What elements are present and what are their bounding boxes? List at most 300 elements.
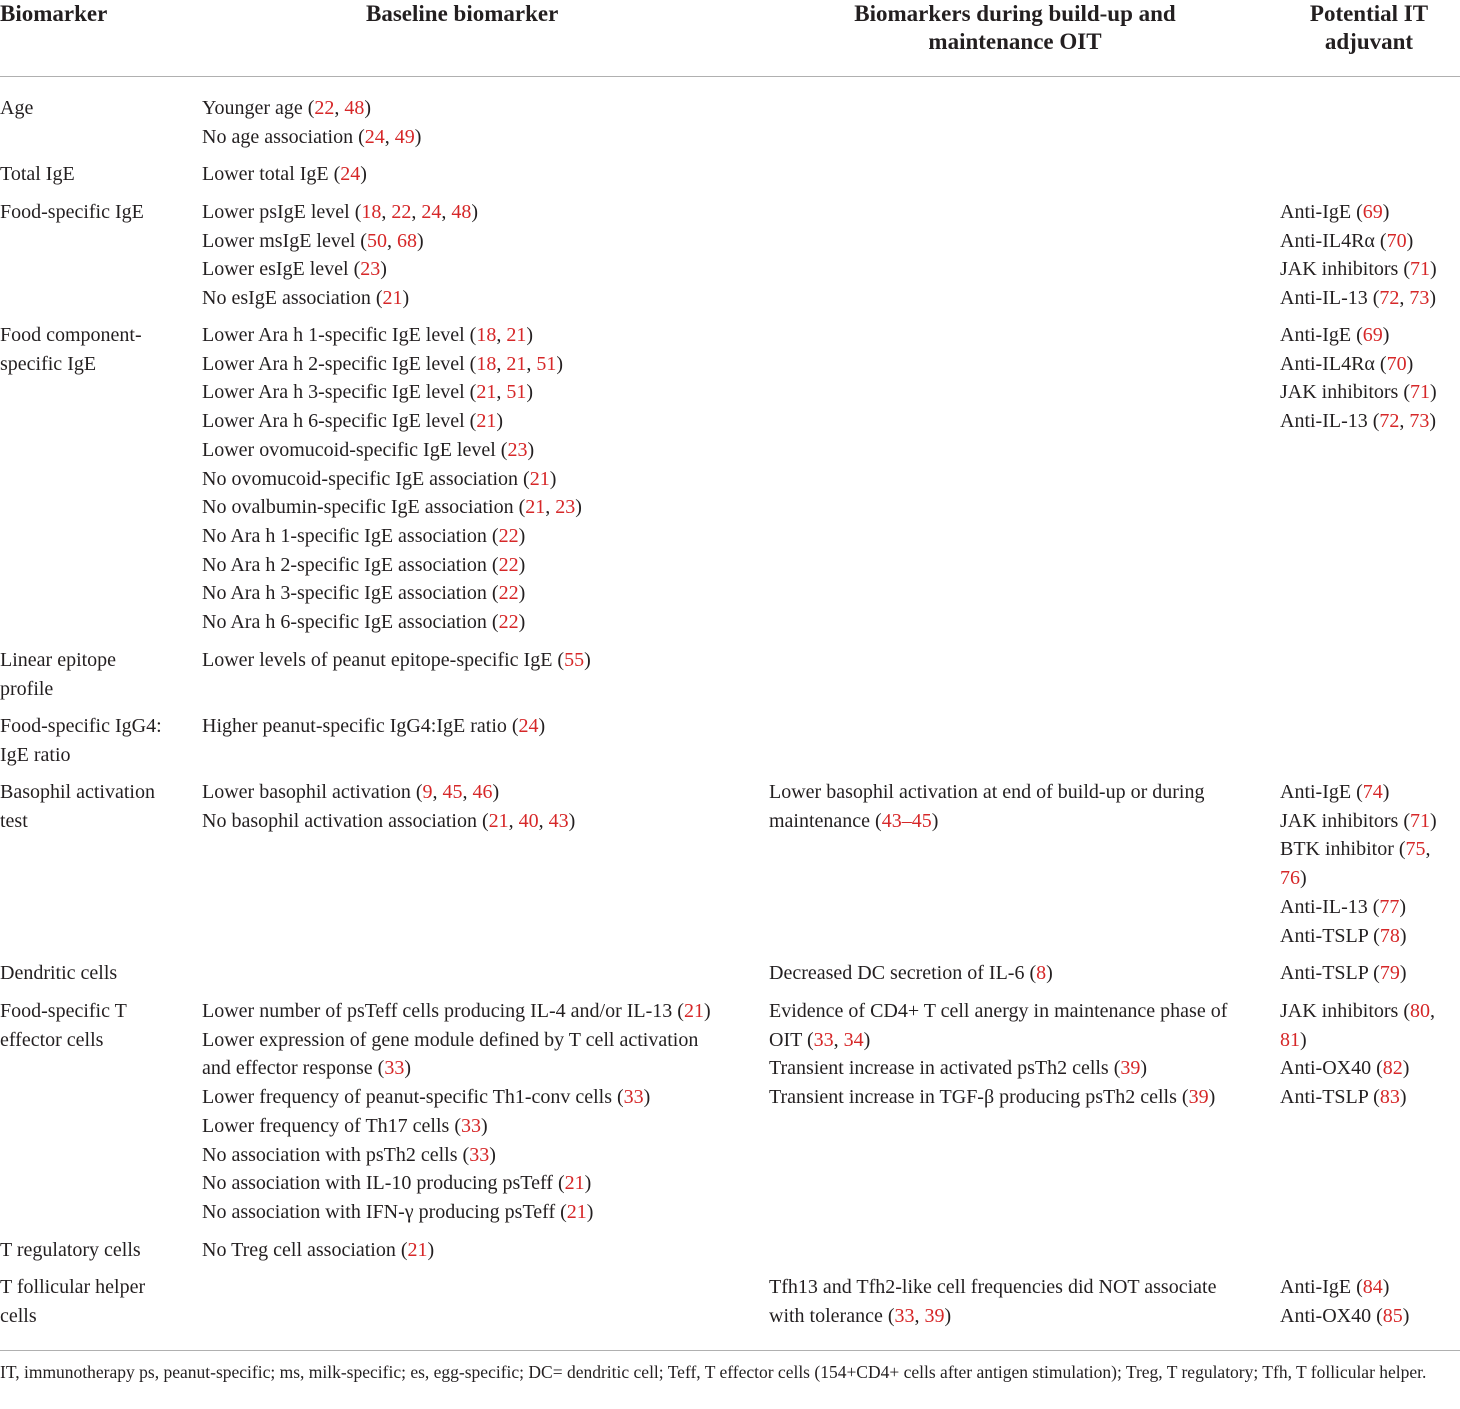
cell-text: Food-specific IgG4: [0,715,162,737]
cell-text: specific IgE [0,352,97,375]
baseline-line [202,198,478,227]
cell-text: ) [1399,895,1407,918]
cell-text: Lower frequency of peanut-specific Th1-conv cells ( [202,1086,624,1109]
cell-text: ) [1430,258,1437,281]
row-label-line [0,1273,145,1302]
adjuvant-cell [1280,321,1437,436]
row-label-line [0,160,75,189]
adjuvant-line [1280,321,1437,350]
reference-link[interactable]: 21 [382,287,403,310]
row-label-line [0,94,33,123]
reference-link[interactable]: 71 [1410,381,1430,404]
reference-link[interactable]: 83 [1379,1086,1400,1109]
cell-text: No Ara h 6-specific IgE association ( [202,611,499,634]
reference-link[interactable]: 22 [314,97,335,119]
cell-text: Lower psIgE level ( [202,201,362,223]
reference-link[interactable]: 84 [1362,1276,1383,1298]
row-label [0,997,127,1054]
cell-text: , [538,809,549,832]
baseline-line [202,579,582,608]
cell-text: ) [518,524,526,547]
baseline-line [202,778,575,807]
adjuvant-line [1280,255,1437,284]
cell-text: cells [0,1304,37,1327]
during-line [769,1273,1216,1302]
reference-link[interactable]: 39 [1188,1086,1209,1109]
cell-text: Anti-IL-13 ( [1280,287,1380,310]
reference-link[interactable]: 73 [1409,410,1430,433]
cell-text: , [496,352,507,375]
cell-text: , [381,201,392,223]
cell-text: Dendritic cells [0,962,118,984]
adjuvant-line [1280,835,1437,864]
cell-text: ) [931,809,939,832]
cell-text: ) [414,125,422,148]
cell-text: ) [427,1239,435,1261]
reference-link[interactable]: 43 [548,809,569,832]
row-label-line [0,712,162,741]
cell-text: Younger age ( [202,97,315,119]
reference-link[interactable]: 33 [469,1143,490,1166]
cell-text: Transient increase in TGF-β producing psTh2 cells ( [769,1086,1189,1109]
baseline-cell [202,321,582,637]
during-line [769,997,1227,1026]
adjuvant-line [1280,1054,1435,1083]
reference-link[interactable]: 74 [1362,781,1383,803]
row-label [0,321,142,378]
adjuvant-cell [1280,959,1407,988]
cell-text: ) [404,1057,411,1080]
during-cell [769,778,1204,835]
during-cell [769,997,1227,1112]
reference-link[interactable]: 48 [344,97,365,119]
adjuvant-line [1280,959,1407,988]
cell-text: ) [364,97,372,119]
row-label-line [0,646,116,675]
reference-link[interactable]: 33 [813,1028,834,1051]
adjuvant-line [1280,922,1437,951]
baseline-line [202,94,421,123]
cell-text: ) [1046,962,1053,984]
cell-text: Anti-OX40 ( [1280,1304,1383,1327]
cell-text: ) [703,1000,711,1022]
reference-link[interactable]: 33 [460,1114,481,1137]
adjuvant-line [1280,1083,1435,1112]
row-label-line [0,1026,127,1055]
baseline-line [202,1112,711,1141]
cell-text: ) [471,201,479,223]
cell-text: ) [1382,1276,1390,1298]
baseline-line [202,284,478,313]
cell-text: , [441,201,452,223]
cell-text: Food-specific T [0,1000,127,1022]
reference-link[interactable]: 33 [623,1086,644,1109]
cell-text: No ovalbumin-specific IgE association ( [202,496,526,519]
reference-link[interactable]: 77 [1379,895,1400,918]
baseline-line [202,1198,711,1227]
cell-text: ) [496,410,503,433]
row-label-line [0,959,117,988]
cell-text: Anti-IL-13 ( [1280,895,1380,918]
baseline-line [202,436,582,465]
adjuvant-cell [1280,1273,1409,1330]
during-cell [769,1273,1216,1330]
cell-text: Lower esIgE level ( [202,258,361,281]
baseline-line [202,712,545,741]
reference-link[interactable]: 21 [506,352,527,375]
cell-text: , [411,201,422,223]
cell-text: Lower ovomucoid-specific IgE level ( [202,438,508,461]
cell-text: , [526,352,537,375]
cell-text: maintenance ( [769,809,882,832]
reference-link[interactable]: 46 [472,781,493,803]
reference-link[interactable]: 55 [564,649,585,671]
during-line [769,1302,1216,1331]
cell-text: Lower basophil activation at end of build-up or during [769,781,1205,803]
cell-text: ) [1300,867,1307,890]
cell-text: Anti-OX40 ( [1280,1057,1383,1080]
baseline-line [202,493,582,522]
cell-text: ) [1429,287,1437,310]
cell-text: Linear epitope [0,649,117,671]
baseline-cell [202,1236,434,1265]
adjuvant-line [1280,864,1437,893]
cell-text: , [334,97,345,119]
reference-link[interactable]: 43–45 [881,809,932,832]
reference-link[interactable]: 21 [683,1000,704,1022]
adjuvant-line [1280,227,1437,256]
cell-text: , [1399,410,1410,433]
reference-link[interactable]: 18 [476,324,497,346]
reference-link[interactable]: 18 [361,201,382,223]
cell-text: IgE ratio [0,743,71,766]
cell-text: Lower Ara h 2-specific IgE level ( [202,352,477,375]
reference-link[interactable]: 71 [1410,809,1430,832]
cell-text: , [833,1028,844,1051]
reference-link[interactable]: 22 [498,553,519,576]
cell-text: ) [1300,1028,1307,1051]
baseline-line [202,1026,711,1055]
reference-link[interactable]: 40 [518,809,539,832]
cell-text: ) [380,258,387,281]
adjuvant-line [1280,807,1437,836]
cell-text: Basophil activation [0,781,155,803]
reference-link[interactable]: 72 [1379,287,1400,310]
cell-text: No association with IFN-γ producing psTeff ( [202,1200,567,1223]
baseline-line [202,608,582,637]
row-label [0,94,33,123]
cell-text: , [496,324,507,346]
reference-link[interactable]: 45 [442,781,463,803]
reference-link[interactable]: 24 [364,125,385,148]
cell-text: , [1430,1000,1435,1022]
reference-link[interactable]: 49 [394,125,415,148]
reference-link[interactable]: 76 [1280,867,1300,890]
row-label [0,198,144,227]
reference-link[interactable]: 24 [340,163,361,185]
adjuvant-line [1280,1302,1409,1331]
reference-link[interactable]: 72 [1379,410,1400,433]
baseline-line [202,465,582,494]
reference-link[interactable]: 21 [488,809,509,832]
row-label-line [0,350,142,379]
cell-text: test [0,809,28,832]
cell-text: , [496,381,507,404]
cell-text: effector cells [0,1028,104,1051]
cell-text: ) [1382,781,1390,803]
cell-text: ) [1399,924,1407,947]
baseline-line [202,227,478,256]
reference-link[interactable]: 21 [407,1239,428,1261]
header-biomarker: Biomarker [0,1,108,26]
baseline-line [202,1083,711,1112]
cell-text: ) [416,229,424,252]
cell-text: , [508,809,519,832]
reference-link[interactable]: 21 [525,496,546,519]
cell-text: ) [556,352,563,375]
reference-link[interactable]: 22 [498,582,519,605]
cell-text: ) [643,1086,651,1109]
cell-text: No basophil activation association ( [202,809,489,832]
cell-text: , [386,229,397,252]
row-label-line [0,1302,145,1331]
baseline-line [202,551,582,580]
baseline-line [202,350,582,379]
during-line [769,1083,1227,1112]
cell-text: Lower Ara h 6-specific IgE level ( [202,410,477,433]
reference-link[interactable]: 68 [396,229,417,252]
baseline-cell [202,94,421,151]
baseline-line [202,123,421,152]
during-line [769,959,1053,988]
reference-link[interactable]: 39 [924,1304,945,1327]
header-adjuvant-line-1: Potential IT [1309,1,1429,26]
reference-link[interactable]: 21 [529,467,550,490]
row-label [0,160,75,189]
cell-text: Anti-TSLP ( [1280,962,1380,984]
reference-link[interactable]: 34 [843,1028,864,1051]
cell-text: Lower frequency of Th17 cells ( [202,1114,461,1137]
cell-text: ) [1402,1057,1410,1080]
cell-text: ) [492,781,500,803]
cell-text: ) [1399,962,1407,984]
reference-link[interactable]: 24 [421,201,442,223]
cell-text: ) [584,1172,592,1195]
reference-link[interactable]: 48 [451,201,472,223]
row-label [0,712,162,769]
row-label [0,1273,145,1330]
cell-text: JAK inhibitors ( [1280,258,1410,281]
cell-text: ) [1406,229,1414,252]
cell-text: Lower total IgE ( [202,163,341,185]
cell-text: with tolerance ( [769,1304,895,1327]
baseline-line [202,160,367,189]
reference-link[interactable]: 22 [498,611,519,634]
reference-link[interactable]: 71 [1410,258,1430,281]
baseline-cell [202,712,545,741]
cell-text: ) [518,582,526,605]
cell-text: Anti-TSLP ( [1280,924,1380,947]
cell-text: JAK inhibitors ( [1280,809,1410,832]
adjuvant-line [1280,997,1435,1026]
cell-text: Decreased DC secretion of IL-6 ( [769,962,1037,984]
baseline-line [202,646,591,675]
cell-text: , [1399,287,1410,310]
reference-link[interactable]: 33 [384,1057,405,1080]
cell-text: Anti-IgE ( [1280,781,1363,803]
reference-link[interactable]: 70 [1386,229,1407,252]
reference-link[interactable]: 80 [1410,1000,1430,1022]
header-during [800,0,1230,56]
row-label [0,959,117,988]
cell-text: No Ara h 3-specific IgE association ( [202,582,499,605]
reference-link[interactable]: 21 [476,381,497,404]
baseline-cell [202,646,591,675]
baseline-line [202,1169,711,1198]
during-line [769,1054,1227,1083]
reference-link[interactable]: 82 [1382,1057,1403,1080]
during-line [769,1026,1227,1055]
row-label-line [0,997,127,1026]
cell-text: , [384,125,395,148]
baseline-line [202,997,711,1026]
reference-link[interactable]: 79 [1379,962,1400,984]
baseline-line [202,807,575,836]
cell-text: Lower basophil activation ( [202,781,423,803]
reference-link[interactable]: 85 [1382,1304,1403,1327]
cell-text: ) [568,809,576,832]
row-label [0,778,155,835]
baseline-line [202,407,582,436]
reference-link[interactable]: 73 [1409,287,1430,310]
cell-text: ) [518,553,526,576]
adjuvant-cell [1280,198,1437,313]
cell-text: ) [1140,1057,1148,1080]
cell-text: ) [1430,381,1437,404]
cell-text: ) [1406,352,1414,375]
reference-link[interactable]: 69 [1362,201,1383,223]
reference-link[interactable]: 69 [1362,324,1383,346]
cell-text: , [545,496,556,519]
row-label-line [0,198,144,227]
cell-text: ) [518,611,526,634]
cell-text: ) [526,324,533,346]
cell-text: JAK inhibitors ( [1280,1000,1410,1022]
row-label-line [0,675,116,704]
reference-link[interactable]: 39 [1120,1057,1141,1080]
header-rule [0,76,1460,77]
cell-text: ) [489,1143,496,1166]
adjuvant-line [1280,350,1437,379]
cell-text: ) [586,1200,594,1223]
reference-link[interactable]: 21 [564,1172,585,1195]
reference-link[interactable]: 51 [506,381,527,404]
cell-text: profile [0,677,54,700]
cell-text: ) [575,496,582,519]
reference-link[interactable]: 81 [1280,1028,1300,1051]
cell-text: ) [549,467,557,490]
reference-link[interactable]: 21 [476,410,497,433]
cell-text: ) [863,1028,871,1051]
cell-text: ) [360,163,367,185]
baseline-line [202,522,582,551]
reference-link[interactable]: 23 [507,438,528,461]
bottom-rule [0,1350,1460,1351]
during-cell [769,959,1053,988]
cell-text: ) [1402,1304,1410,1327]
reference-link[interactable]: 21 [566,1200,587,1223]
cell-text: ) [1399,1086,1407,1109]
cell-text: Lower Ara h 3-specific IgE level ( [202,381,477,404]
adjuvant-line [1280,407,1437,436]
row-label-line [0,807,155,836]
row-label [0,646,116,703]
reference-link[interactable]: 33 [894,1304,915,1327]
cell-text: T follicular helper [0,1276,146,1298]
reference-link[interactable]: 50 [366,229,387,252]
cell-text: Total IgE [0,163,75,185]
header-adjuvant-line-2: adjuvant [1324,29,1414,54]
baseline-cell [202,778,575,835]
reference-link[interactable]: 75 [1405,838,1426,861]
adjuvant-line [1280,378,1437,407]
adjuvant-line [1280,778,1437,807]
reference-link[interactable]: 9 [422,781,433,803]
cell-text: No association with IL-10 producing psTeff ( [202,1172,565,1195]
reference-link[interactable]: 78 [1379,924,1400,947]
reference-link[interactable]: 23 [360,258,381,281]
cell-text: OIT ( [769,1028,814,1051]
cell-text: Higher peanut-specific IgG4:IgE ratio ( [202,715,519,737]
cell-text: Anti-IgE ( [1280,324,1363,346]
reference-link[interactable]: 51 [536,352,557,375]
cell-text: ) [1382,201,1390,223]
reference-link[interactable]: 70 [1386,352,1407,375]
adjuvant-cell [1280,997,1435,1112]
cell-text: ) [944,1304,952,1327]
row-label-line [0,778,155,807]
adjuvant-cell [1280,778,1437,950]
adjuvant-line [1280,1026,1435,1055]
cell-text: Anti-IgE ( [1280,1276,1363,1298]
reference-link[interactable]: 21 [506,324,527,346]
cell-text: ) [1382,324,1390,346]
reference-link[interactable]: 8 [1036,962,1047,984]
cell-text: ) [538,715,546,737]
baseline-line [202,1141,711,1170]
baseline-line [202,378,582,407]
cell-text: No Treg cell association ( [202,1239,408,1261]
reference-link[interactable]: 18 [476,352,497,375]
row-label [0,1236,141,1265]
row-label-line [0,1236,141,1265]
cell-text: Transient increase in activated psTh2 cells ( [769,1057,1121,1080]
cell-text: Lower msIgE level ( [202,229,367,252]
baseline-cell [202,198,478,313]
reference-link[interactable]: 23 [555,496,576,519]
reference-link[interactable]: 22 [391,201,412,223]
header-adjuvant [1290,0,1448,56]
reference-link[interactable]: 24 [518,715,539,737]
reference-link[interactable]: 22 [498,524,519,547]
cell-text: No association with psTh2 cells ( [202,1143,470,1166]
cell-text: Anti-IL4Rα ( [1280,229,1387,252]
during-line [769,778,1204,807]
cell-text: Anti-TSLP ( [1280,1086,1380,1109]
cell-text: No age association ( [202,125,365,148]
cell-text: ) [527,438,535,461]
row-label-line [0,741,162,770]
